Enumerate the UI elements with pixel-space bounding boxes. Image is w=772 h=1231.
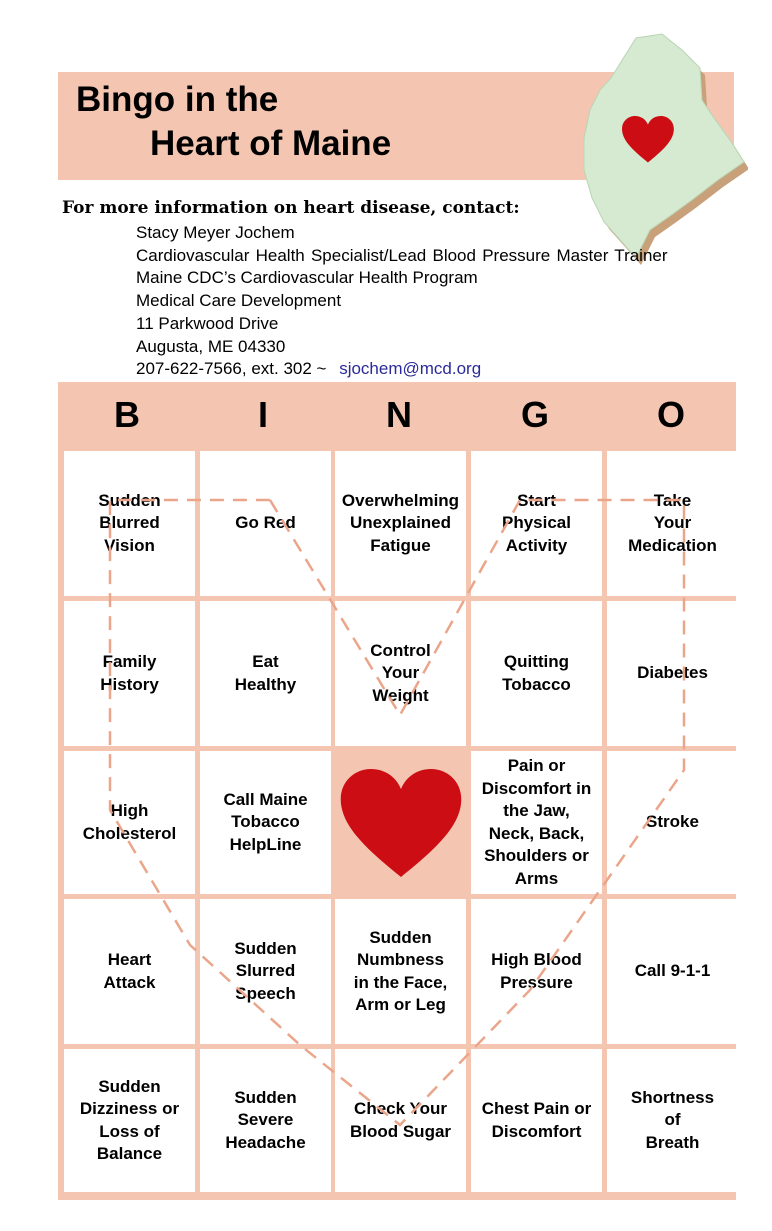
- bingo-cell-g-2: [471, 601, 602, 746]
- bingo-cell-text: Sudden Numbness in the Face, Arm or Leg: [353, 927, 448, 1014]
- bingo-letter-n: N: [386, 394, 412, 435]
- bingo-cell-b-4: [64, 899, 195, 1044]
- contact-organization: Medical Care Development: [136, 291, 342, 310]
- bingo-cell-n-2: [335, 601, 466, 746]
- bingo-cell-g-1: [471, 451, 602, 596]
- bingo-cell-text: Go Red: [235, 513, 296, 533]
- bingo-cell-o-4: [607, 899, 738, 1044]
- bingo-cell-text: Shortness of Breath: [630, 1087, 715, 1152]
- bingo-cell-text: Take Your Medication: [628, 490, 717, 555]
- bingo-cell-text: Sudden Dizziness or Loss of Balance: [79, 1076, 180, 1163]
- bingo-cell-text: Diabetes: [637, 663, 708, 683]
- bingo-cell-n-1: [335, 451, 466, 596]
- bingo-cell-text: High Cholesterol: [82, 801, 177, 843]
- bingo-cell-text: Start Physical Activity: [502, 490, 571, 555]
- bingo-cell-text: Quitting Tobacco: [502, 652, 571, 694]
- bingo-cell-b-3: [64, 751, 195, 894]
- contact-name: Stacy Meyer Jochem: [136, 223, 295, 242]
- bingo-cell-o-3: [607, 751, 738, 894]
- bingo-cell-g-5: [471, 1049, 602, 1192]
- bingo-cell-g-3: [471, 751, 602, 894]
- bingo-cell-text: Call 9-1-1: [634, 961, 711, 981]
- contact-city: Augusta, ME 04330: [136, 337, 286, 356]
- bingo-cell-text: Pain or Discomfort in the Jaw, Neck, Back, Shoulders or Arms: [481, 756, 592, 888]
- contact-heading: For more information on heart disease, contact:: [62, 198, 520, 218]
- bingo-cell-b-1: [64, 451, 195, 596]
- maine-map-icon: [578, 30, 748, 265]
- bingo-letter-g: G: [520, 394, 549, 435]
- title-line-1: Bingo in the: [76, 80, 279, 119]
- contact-phone: 207-622-7566, ext. 302 ~: [136, 359, 327, 378]
- bingo-cell-i-1: [200, 451, 331, 596]
- bingo-letter-o: O: [656, 394, 685, 435]
- bingo-cell-i-2: [200, 601, 331, 746]
- heart-icon: [339, 769, 463, 877]
- bingo-cell-o-1: [607, 451, 738, 596]
- free-space: [335, 751, 466, 894]
- bingo-cell-text: Stroke: [646, 812, 699, 832]
- bingo-cell-text: Family History: [100, 652, 159, 694]
- bingo-cell-text: Sudden Severe Headache: [225, 1087, 306, 1152]
- title-line-2: Heart of Maine: [150, 124, 392, 163]
- contact-role: Cardiovascular Health Specialist/Lead Blood Pressure Master Trainer: [136, 246, 668, 265]
- bingo-cell-i-4: [200, 899, 331, 1044]
- bingo-cell-text: Call Maine Tobacco HelpLine: [223, 789, 308, 854]
- bingo-cell-text: Check Your Blood Sugar: [349, 1099, 452, 1141]
- bingo-cell-text: Chest Pain or Discomfort: [481, 1099, 592, 1141]
- bingo-cell-n-4: [335, 899, 466, 1044]
- contact-street: 11 Parkwood Drive: [136, 314, 279, 333]
- contact-email-link[interactable]: sjochem@mcd.org: [339, 359, 482, 378]
- bingo-letter-b: B: [114, 394, 140, 435]
- bingo-cell-text: Sudden Slurred Speech: [234, 938, 297, 1003]
- bingo-cell-text: Heart Attack: [103, 950, 156, 992]
- bingo-cell-text: Overwhelming Unexplained Fatigue: [341, 490, 460, 555]
- bingo-cell-b-2: [64, 601, 195, 746]
- bingo-cell-i-5: [200, 1049, 331, 1192]
- bingo-cell-text: Eat Healthy: [234, 652, 297, 694]
- contact-phone-line: [136, 359, 481, 379]
- bingo-cell-text: Sudden Blurred Vision: [98, 490, 161, 555]
- bingo-cell-o-2: [607, 601, 738, 746]
- bingo-cell-b-5: [64, 1049, 195, 1192]
- bingo-cell-o-5: [607, 1049, 738, 1192]
- bingo-cell-text: High Blood Pressure: [491, 950, 582, 992]
- bingo-cell-g-4: [471, 899, 602, 1044]
- bingo-cell-n-5: [335, 1049, 466, 1192]
- bingo-cell-text: Control Your Weight: [370, 640, 431, 705]
- contact-program: Maine CDC’s Cardiovascular Health Program: [136, 268, 478, 287]
- bingo-cell-i-3: [200, 751, 331, 894]
- bingo-letter-i: I: [257, 394, 268, 435]
